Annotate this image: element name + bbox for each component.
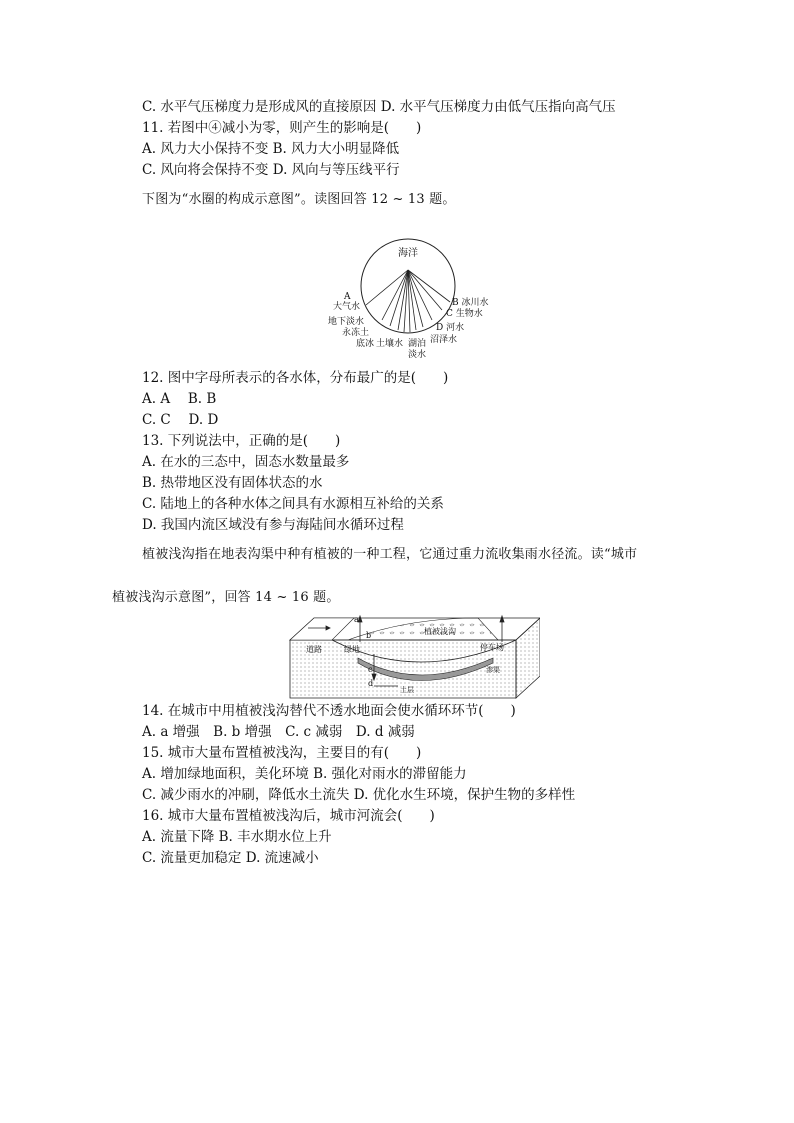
q14-options: A. a 增强 B. b 增强 C. c 减弱 D. d 减弱	[142, 724, 415, 740]
label-fresh: 淡水	[408, 350, 427, 360]
q16-option-ab: A. 流量下降 B. 丰水期水位上升	[142, 829, 332, 845]
label-lake: 湖泊	[408, 339, 427, 349]
label-soil: 土层	[400, 686, 414, 694]
q11-option-cd: C. 风向将会保持不变 D. 风向与等压线平行	[142, 162, 400, 178]
label-c-bio: C 生物水	[446, 309, 483, 319]
label-drain: 渗渠	[486, 666, 500, 674]
q13-option-d: D. 我国内流区域没有参与海陆间水循环过程	[142, 517, 404, 533]
q13-stem: 13. 下列说法中，正确的是( )	[142, 433, 341, 449]
label-d: d	[368, 679, 374, 688]
hydrosphere-diagram	[320, 222, 510, 362]
label-swale: 植被浅沟	[424, 627, 456, 636]
label-marsh: 沼泽水	[430, 335, 458, 345]
label-c: c	[368, 665, 373, 674]
vegetated-swale-diagram	[288, 614, 540, 700]
q13-option-b: B. 热带地区没有固体状态的水	[142, 475, 323, 491]
label-soil-water: 土壤水	[376, 339, 404, 349]
intro-q14-16-line2: 植被浅沟示意图”，回答 14 ~ 16 题。	[112, 590, 340, 605]
label-b-glacier: B 冰川水	[452, 298, 489, 308]
label-permafrost: 永冻土	[342, 328, 370, 338]
label-green: 绿地	[344, 645, 360, 654]
q12-stem: 12. 图中字母所表示的各水体，分布最广的是( )	[142, 370, 449, 386]
q14-stem: 14. 在城市中用植被浅沟替代不透水地面会使水循环环节( )	[142, 703, 516, 719]
q15-option-ab: A. 增加绿地面积，美化环境 B. 强化对雨水的滞留能力	[142, 766, 467, 782]
q12-option-cd: C. C D. D	[142, 412, 219, 428]
label-ice: 底冰	[356, 339, 375, 349]
label-parking: 停车场	[480, 643, 504, 652]
q15-stem: 15. 城市大量布置植被浅沟，主要目的有( )	[142, 745, 422, 761]
label-atmosphere: 大气水	[333, 302, 361, 312]
intro-q14-16-line1: 植被浅沟指在地表沟渠中种有植被的一种工程，它通过重力流收集雨水径流。读“城市	[142, 547, 638, 562]
q13-option-a: A. 在水的三态中，固态水数量最多	[142, 454, 350, 470]
intro-q12-13: 下图为“水圈的构成示意图”。读图回答 12 ~ 13 题。	[142, 192, 456, 207]
q12-option-ab: A. A B. B	[142, 391, 217, 407]
label-d-river: D 河水	[436, 323, 465, 333]
q11-option-ab: A. 风力大小保持不变 B. 风力大小明显降低	[142, 141, 400, 157]
label-road: 道路	[306, 645, 322, 654]
q16-stem: 16. 城市大量布置植被浅沟后，城市河流会( )	[142, 808, 435, 824]
label-a: a	[354, 615, 359, 624]
label-a: A	[344, 292, 351, 302]
q13-option-c: C. 陆地上的各种水体之间具有水源相互补给的关系	[142, 496, 444, 512]
q10-option-cd: C. 水平气压梯度力是形成风的直接原因 D. 水平气压梯度力由低气压指向高气压	[142, 99, 616, 115]
q11-stem: 11. 若图中④减小为零，则产生的影响是( )	[142, 120, 422, 136]
ocean-label: 海洋	[398, 248, 418, 259]
label-b: b	[366, 631, 372, 640]
q15-option-cd: C. 减少雨水的冲刷，降低水土流失 D. 优化水生环境，保护生物的多样性	[142, 787, 576, 803]
label-groundwater: 地下淡水	[328, 317, 365, 327]
q16-option-cd: C. 流量更加稳定 D. 流速减小	[142, 850, 319, 866]
